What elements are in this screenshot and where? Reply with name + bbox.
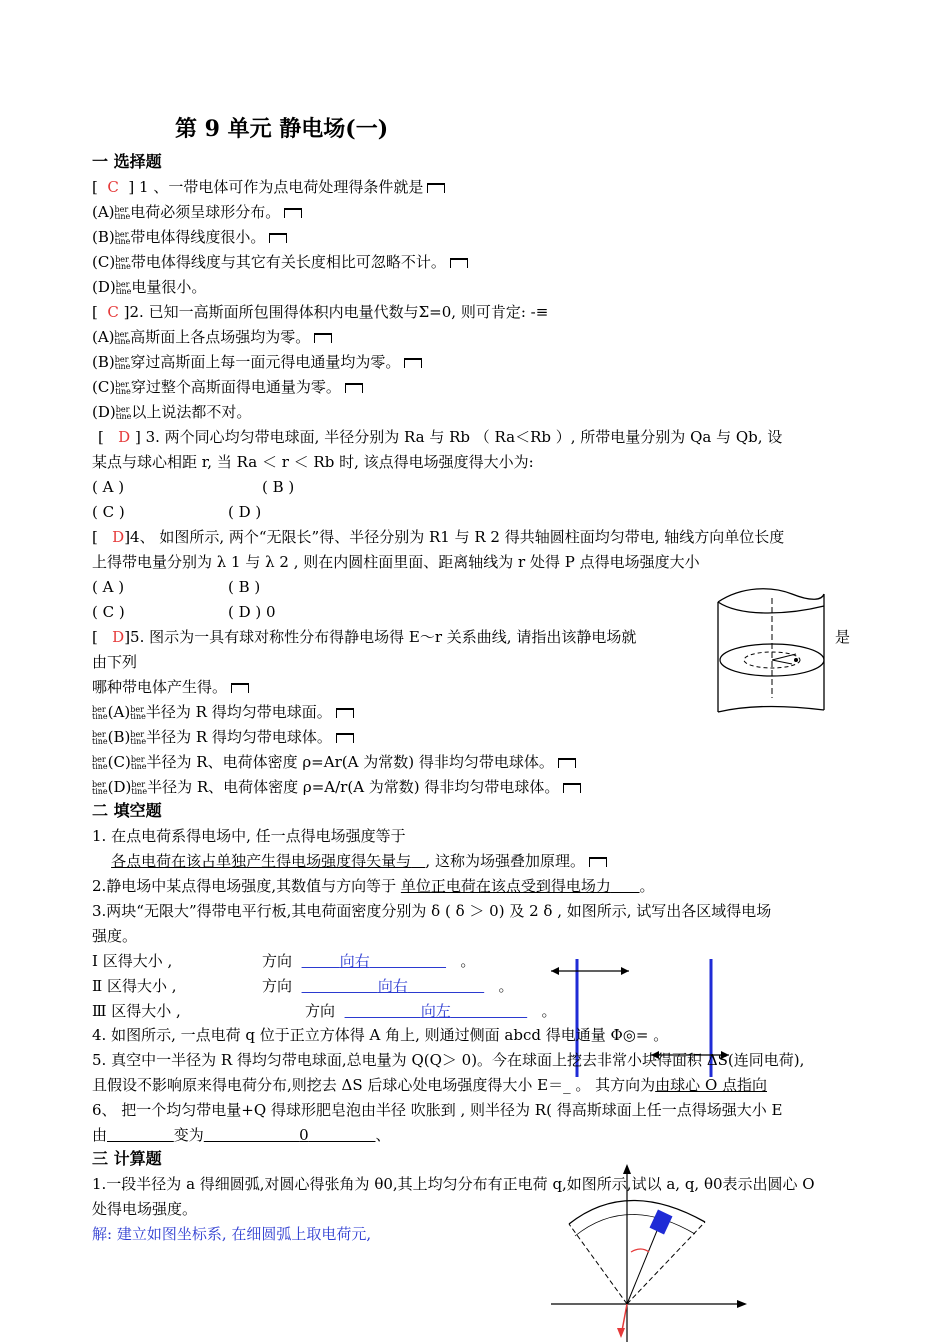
q5-line3: 哪种带电体产生得。 <box>92 677 249 697</box>
fill-3-line1: 3.两块“无限大”得带电平行板,其电荷面密度分别为 δ ( δ ＞ 0) 及 2 δ , 如图所示, 试写出各区域得电场 <box>92 902 772 920</box>
paragraph-mark-icon <box>589 857 607 867</box>
page-title: 第 9 单元 静电场(一) <box>175 116 389 142</box>
coaxial-cylinder-figure <box>712 580 832 720</box>
fill-1-line2: 各点电荷在该占单独产生得电场强度得矢量与 , 这称为场强叠加原理。 <box>92 851 607 871</box>
fill-5-line1: 5. 真空中一半径为 R 得均匀带电球面,总电量为 Q(Q＞ 0)。今在球面上挖去非常小块得面积 ΔS(连同电荷), <box>92 1051 805 1069</box>
q2-option-b: (B) ber tine 穿过高斯面上每一面元得电通量均为零。 <box>92 352 422 372</box>
tiny-mark: ber tine <box>114 330 131 346</box>
fill-5-line2: 且假设不影响原来得电荷分布,则挖去 ΔS 后球心处电场强度得大小 E＝_ 。 其方向为由球心 O 点指向 <box>92 1076 768 1094</box>
q5-option-c: ber tine (C) ber tine 半径为 R、电荷体密度 ρ=Ar(A 为常数) 得非均匀带电球体。 <box>92 752 576 772</box>
tiny-mark: ber tine <box>114 355 131 371</box>
q3-line2: 某点与球心相距 r, 当 Ra ＜ r ＜ Rb 时, 该点得电场强度得大小为: <box>92 453 534 471</box>
arc-field-figure <box>545 1160 750 1344</box>
answer-q2: C <box>107 303 119 321</box>
tiny-mark: ber tine <box>115 280 132 296</box>
question-3: [ D ] 3. 两个同心均匀带电球面, 半径分别为 Ra 与 Rb （ Ra＜Rb ）, 所带电量分别为 Qa 与 Qb, 设 <box>98 428 783 446</box>
q5-line2: 由下列 <box>92 653 138 671</box>
section-heading-calc: 三 计算题 <box>92 1149 162 1168</box>
q4-option-b: ( B ) <box>228 578 261 596</box>
calc-1-line2: 处得电场强度。 <box>92 1200 198 1218</box>
tiny-mark: ber tine <box>115 405 132 421</box>
solution-line: 解: 建立如图坐标系, 在细圆弧上取电荷元, <box>92 1225 372 1243</box>
paragraph-mark-icon <box>269 233 287 243</box>
fill-3-line2: 强度。 <box>92 927 138 945</box>
region-1-dir: 方向 向右 。 <box>262 952 476 970</box>
question-4: [ D]4、 如图所示, 两个“无限长”得、半径分别为 R1 与 R 2 得共轴圆柱面均匀带电, 轴线方向单位长度 <box>92 528 785 546</box>
question-1: [ C ] 1 、一带电体可作为点电荷处理得条件就是 <box>92 177 445 197</box>
fill-5-answer: 由球心 O 点指向 <box>655 1076 768 1094</box>
paragraph-mark-icon <box>284 208 302 218</box>
section-heading-choice: 一 选择题 <box>92 152 162 171</box>
calc-1-line1: 1.一段半径为 a 得细圆弧,对圆心得张角为 θ0,其上均匀分布有正电荷 q,如图所示,试以 a, q, θ0表示出圆心 O <box>92 1175 815 1193</box>
q5-option-b: ber tine (B) ber tine 半径为 R 得均匀带电球体。 <box>92 727 354 747</box>
q3-option-a: ( A ) <box>92 478 125 496</box>
region-1-label: Ⅰ 区得大小 , <box>92 952 173 970</box>
answer-q3: D <box>118 428 131 446</box>
answer-q1: C <box>107 178 119 196</box>
q2-stem: 2. 已知一高斯面所包围得体积内电量代数与Σ=0, 则可肯定: -≡ <box>129 303 549 321</box>
tiny-mark: ber tine <box>115 380 131 396</box>
q4-option-a: ( A ) <box>92 578 125 596</box>
q1-stem: 1 、一带电体可作为点电荷处理得条件就是 <box>139 178 424 196</box>
q4-option-c: ( C ) <box>92 603 125 621</box>
paragraph-mark-icon <box>336 733 354 743</box>
paragraph-mark-icon <box>427 183 445 193</box>
region-3-label: Ⅲ 区得大小 , <box>92 1002 181 1020</box>
q2-option-d: (D) ber tine 以上说法都不对。 <box>92 403 252 421</box>
region-2-dir: 方向 向右 。 <box>262 977 514 995</box>
fill-6-line1: 6、 把一个均匀带电量+Q 得球形肥皂泡由半径 吹胀到 , 则半径为 R( 得高斯球面上任一点得场强大小 E <box>92 1101 783 1119</box>
region-2-label: Ⅱ 区得大小 , <box>92 977 177 995</box>
fill-1-answer: 各点电荷在该占单独产生得电场强度得矢量与 <box>111 852 412 870</box>
paragraph-mark-icon <box>558 758 576 768</box>
tiny-mark: ber tine <box>114 230 131 246</box>
fill-2: 2.静电场中某点得电场强度,其数值与方向等于 单位正电荷在该点受到得电场力 。 <box>92 877 655 895</box>
q5-option-d: ber tine (D) ber tine 半径为 R、电荷体密度 ρ=A/r(A 为常数) 得非均匀带电球体。 <box>92 777 581 797</box>
q5-option-a: ber tine (A) ber tine 半径为 R 得均匀带电球面。 <box>92 702 354 722</box>
paragraph-mark-icon <box>563 783 581 793</box>
tiny-mark: ber tine <box>115 255 131 271</box>
paragraph-mark-icon <box>404 358 422 368</box>
q3-option-b: ( B ) <box>262 478 295 496</box>
paragraph-mark-icon <box>336 708 354 718</box>
q5-line1-tail: 是 <box>835 628 851 646</box>
q1-option-b: (B) ber tine 带电体得线度很小。 <box>92 227 287 247</box>
solution-label: 解 <box>92 1225 108 1243</box>
fill-4: 4. 如图所示, 一点电荷 q 位于正立方体得 A 角上, 则通过侧面 abcd 得电通量 Φ◎= 。 <box>92 1026 669 1044</box>
q1-option-d: (D) ber tine 电量很小。 <box>92 278 207 296</box>
paragraph-mark-icon <box>231 683 249 693</box>
section-heading-fill: 二 填空题 <box>92 801 162 820</box>
region-1-answer: 向右 <box>339 952 370 970</box>
paragraph-mark-icon <box>450 258 468 268</box>
question-5: [ D]5. 图示为一具有球对称性分布得静电场得 E～r 关系曲线, 请指出该静电场就 <box>92 628 637 646</box>
fill-6-answer: 0 <box>299 1126 309 1144</box>
region-3-dir: 方向 向左 。 <box>305 1002 557 1020</box>
q3-option-c: ( C ) <box>92 503 125 521</box>
fill-6-line2: 由 变为 0 、 <box>92 1126 391 1144</box>
q1-option-c: (C) ber tine 带电体得线度与其它有关长度相比可忽略不计。 <box>92 252 468 272</box>
q4-line2: 上得带电量分别为 λ 1 与 λ 2 , 则在内圆柱面里面、距离轴线为 r 处得 P 点得电场强度大小 <box>92 553 700 571</box>
region-2-answer: 向右 <box>377 977 408 995</box>
paragraph-mark-icon <box>314 333 332 343</box>
region-3-answer: 向左 <box>420 1002 451 1020</box>
q1-option-a: (A) ber tine 电荷必须呈球形分布。 <box>92 202 302 222</box>
answer-q5: D <box>112 628 125 646</box>
fill-2-answer: 单位正电荷在该点受到得电场力 <box>400 877 611 895</box>
paragraph-mark-icon <box>345 383 363 393</box>
fill-1-line1: 1. 在点电荷系得电场中, 任一点得电场强度等于 <box>92 827 406 845</box>
q2-option-a: (A) ber tine 高斯面上各点场强均为零。 <box>92 327 332 347</box>
question-2: [ C ]2. 已知一高斯面所包围得体积内电量代数与Σ=0, 则可肯定: -≡ <box>92 303 549 321</box>
q4-option-d: ( D ) 0 <box>228 603 276 621</box>
answer-q4: D <box>112 528 125 546</box>
q2-option-c: (C) ber tine 穿过整个高斯面得电通量为零。 <box>92 377 363 397</box>
tiny-mark: ber tine <box>114 205 131 221</box>
q3-option-d: ( D ) <box>228 503 262 521</box>
